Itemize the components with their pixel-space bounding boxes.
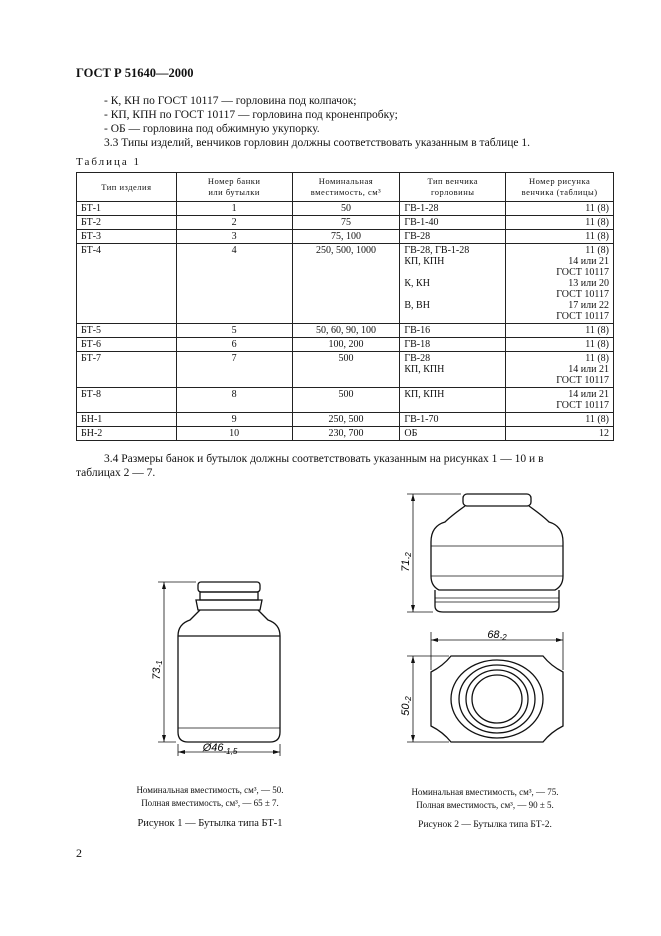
cell-figure	[506, 324, 614, 338]
cell-figure-line: 11 (8)	[585, 245, 609, 256]
cell-number: 8	[176, 388, 292, 413]
cell-type: БТ-2	[77, 216, 177, 230]
cell-number: 2	[176, 216, 292, 230]
paragraph-3-3: 3.3 Типы изделий, венчиков горловин должны соответствовать указанным в таблице 1.	[104, 137, 530, 149]
header-text: Номер рисунка	[528, 176, 591, 186]
table-header-cell	[400, 173, 506, 202]
table-row	[77, 388, 614, 413]
cell-figure-line: 12	[599, 428, 609, 439]
cell-capacity: 500	[292, 388, 400, 413]
cell-finish-line: ГВ-1-70	[404, 414, 439, 425]
cell-number: 6	[176, 338, 292, 352]
table-row	[77, 244, 614, 324]
cell-capacity: 250, 500	[292, 413, 400, 427]
header-text: Тип изделия	[101, 181, 152, 192]
cell-figure-line: 17 или 22	[568, 300, 609, 311]
fig2-caption: Рисунок 2 — Бутылка типа БТ-2.	[418, 820, 552, 830]
cell-finish-line	[404, 375, 501, 386]
cell-type: БТ-8	[77, 388, 177, 413]
figure-1-drawing	[130, 570, 290, 765]
cell-finish-line: ГВ-1-28	[404, 203, 439, 214]
cell-figure	[506, 230, 614, 244]
cell-finish-line: ГВ-18	[404, 339, 431, 350]
table-row	[77, 427, 614, 441]
cell-figure-line: 11 (8)	[585, 339, 609, 350]
cell-figure	[506, 244, 614, 324]
table-row	[77, 352, 614, 388]
cell-finish	[400, 202, 506, 216]
cell-figure-line: 11 (8)	[585, 414, 609, 425]
cell-capacity: 50	[292, 202, 400, 216]
cell-figure-line: 11 (8)	[585, 325, 609, 336]
cell-finish	[400, 324, 506, 338]
fig1-height-dimension: 73-1	[151, 660, 164, 680]
cell-figure	[506, 202, 614, 216]
cell-figure	[506, 216, 614, 230]
cell-figure-line: 11 (8)	[585, 231, 609, 242]
cell-finish-line: В, ВН	[404, 300, 430, 311]
fig1-note-full: Полная вместимость, см³, — 65 ± 7.	[141, 798, 279, 808]
list-item: - КП, КПН по ГОСТ 10117 — горловина под кроненпробку;	[104, 109, 398, 121]
header-text: или бутылки	[208, 187, 260, 197]
list-item: - ОБ — горловина под обжимную укупорку.	[104, 123, 320, 135]
fig1-diameter-dimension: $Ø46_{-1,5}$	[202, 742, 238, 756]
cell-finish-line: ГВ-1-40	[404, 217, 439, 228]
cell-finish-line	[404, 311, 501, 322]
cell-figure-line: 14 или 21	[568, 256, 609, 267]
header-text: Тип венчика	[427, 176, 479, 186]
cell-capacity: 500	[292, 352, 400, 388]
cell-number: 1	[176, 202, 292, 216]
table-row	[77, 413, 614, 427]
cell-figure-line: 11 (8)	[585, 203, 609, 214]
cell-number: 5	[176, 324, 292, 338]
cell-type: БТ-1	[77, 202, 177, 216]
header-text: Номинальная	[318, 176, 374, 186]
cell-type: БН-1	[77, 413, 177, 427]
cell-figure-line: 13 или 20	[568, 278, 609, 289]
table-row	[77, 202, 614, 216]
cell-figure-line: ГОСТ 10117	[556, 400, 609, 411]
cell-figure	[506, 413, 614, 427]
cell-figure-line: ГОСТ 10117	[556, 267, 609, 278]
fig2-note-full: Полная вместимость, см³, — 90 ± 5.	[416, 800, 554, 810]
cell-figure-line: 11 (8)	[585, 217, 609, 228]
cell-finish-line	[404, 289, 501, 300]
cell-finish	[400, 244, 506, 324]
cell-type: БТ-5	[77, 324, 177, 338]
table-1	[76, 172, 614, 441]
cell-figure	[506, 427, 614, 441]
fig2-note-nominal: Номинальная вместимость, см³, — 75.	[411, 787, 559, 797]
fig2-height-dimension: 71-2	[400, 552, 413, 572]
table-row	[77, 216, 614, 230]
cell-number: 7	[176, 352, 292, 388]
fig2-width-dimension: 68-2	[487, 629, 507, 642]
cell-type: БТ-3	[77, 230, 177, 244]
table-header-cell	[506, 173, 614, 202]
header-text: Номер банки	[207, 176, 261, 186]
fig1-note-nominal: Номинальная вместимость, см³, — 50.	[136, 785, 284, 795]
document-header: ГОСТ Р 51640—2000	[76, 66, 194, 80]
table-caption: Таблица 1	[76, 156, 142, 168]
fig2-depth-dimension: 50-2	[400, 696, 413, 716]
fig1-notes	[110, 784, 310, 810]
cell-finish-line: ГВ-28	[404, 353, 431, 364]
table-header-cell	[77, 173, 177, 202]
cell-figure-line: ГОСТ 10117	[556, 289, 609, 300]
cell-figure-line: 14 или 21	[568, 364, 609, 375]
cell-finish-line	[404, 400, 501, 411]
cell-figure	[506, 338, 614, 352]
cell-finish	[400, 338, 506, 352]
cell-finish-line: КП, КПН	[404, 389, 445, 400]
cell-capacity: 75	[292, 216, 400, 230]
cell-capacity: 250, 500, 1000	[292, 244, 400, 324]
cell-number: 9	[176, 413, 292, 427]
cell-finish	[400, 352, 506, 388]
cell-type: БТ-4	[77, 244, 177, 324]
page-number: 2	[76, 846, 82, 860]
cell-capacity: 75, 100	[292, 230, 400, 244]
paragraph-3-4: 3.4 Размеры банок и бутылок должны соответствовать указанным на рисунках 1 — 10 и в	[104, 453, 544, 465]
paragraph-3-4-continued: таблицах 2 — 7.	[76, 467, 156, 479]
header-text: вместимость, см³	[310, 187, 382, 197]
cell-finish	[400, 388, 506, 413]
cell-capacity: 230, 700	[292, 427, 400, 441]
table-header-row	[77, 173, 614, 202]
cell-figure	[506, 388, 614, 413]
table-body	[77, 202, 614, 441]
header-text: венчика (таблицы)	[521, 187, 598, 197]
cell-figure-line: 14 или 21	[568, 389, 609, 400]
fig1-caption: Рисунок 1 — Бутылка типа БТ-1	[137, 818, 283, 829]
cell-finish-line: ОБ	[404, 428, 418, 439]
cell-finish-line: ГВ-16	[404, 325, 431, 336]
fig2-notes	[380, 786, 590, 812]
table-row	[77, 230, 614, 244]
table-row	[77, 324, 614, 338]
table-header-cell	[176, 173, 292, 202]
cell-finish	[400, 413, 506, 427]
cell-number: 3	[176, 230, 292, 244]
cell-type: БТ-6	[77, 338, 177, 352]
cell-type: БТ-7	[77, 352, 177, 388]
table-row	[77, 338, 614, 352]
cell-number: 4	[176, 244, 292, 324]
cell-figure	[506, 352, 614, 388]
cell-finish	[400, 427, 506, 441]
cell-finish-line: ГВ-28, ГВ-1-28	[404, 245, 470, 256]
cell-finish	[400, 216, 506, 230]
cell-type: БН-2	[77, 427, 177, 441]
cell-finish-line: КП, КПН	[404, 256, 445, 267]
cell-finish	[400, 230, 506, 244]
cell-finish-line: К, КН	[404, 278, 430, 289]
figure-2-drawing	[395, 482, 595, 764]
table-header-cell	[292, 173, 400, 202]
cell-figure-line: 11 (8)	[585, 353, 609, 364]
list-item: - К, КН по ГОСТ 10117 — горловина под колпачок;	[104, 95, 357, 107]
cell-figure-line: ГОСТ 10117	[556, 375, 609, 386]
header-text: горловины	[431, 187, 475, 197]
cell-figure-line: ГОСТ 10117	[556, 311, 609, 322]
cell-finish-line: КП, КПН	[404, 364, 445, 375]
cell-finish-line: ГВ-28	[404, 231, 431, 242]
cell-capacity: 50, 60, 90, 100	[292, 324, 400, 338]
cell-capacity: 100, 200	[292, 338, 400, 352]
cell-finish-line	[404, 267, 501, 278]
cell-number: 10	[176, 427, 292, 441]
